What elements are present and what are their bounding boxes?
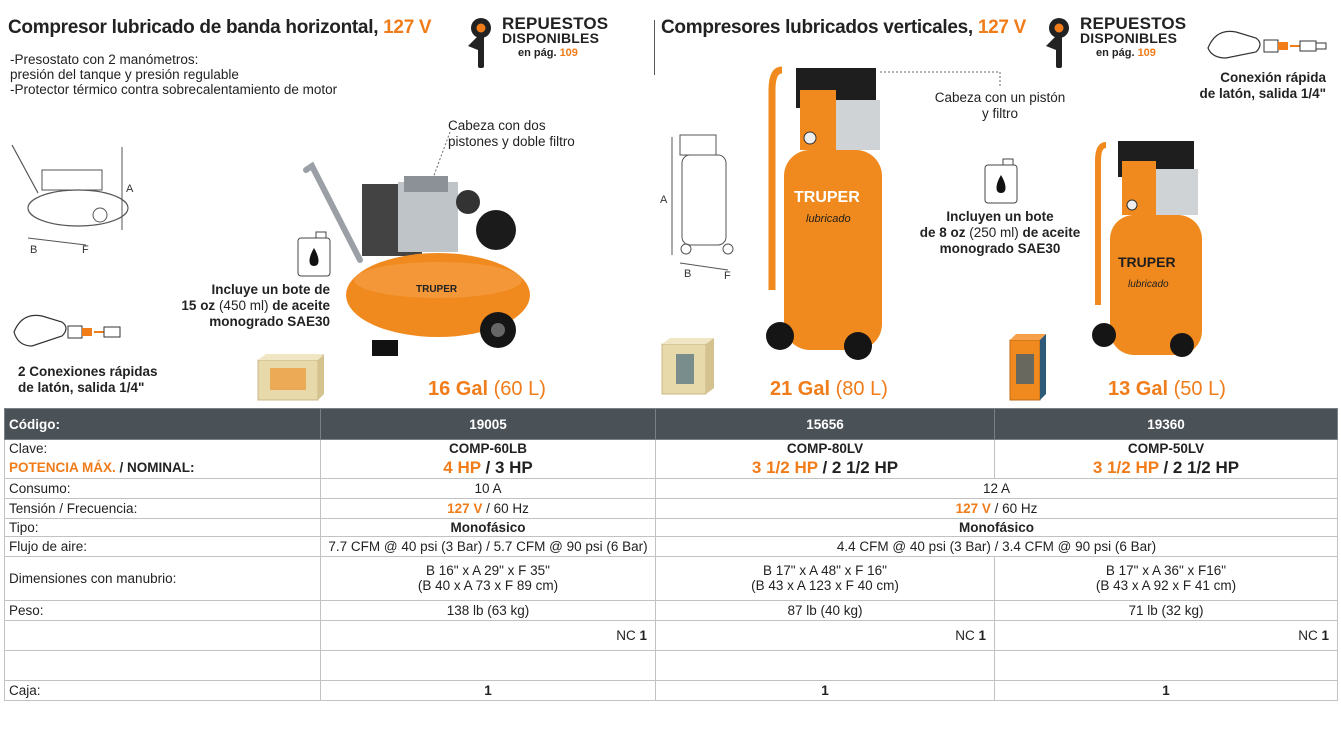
- tipo-label: Tipo:: [5, 518, 321, 536]
- potencia-max: 3 1/2 HP: [1092, 457, 1159, 477]
- consumo-cell: 10 A: [321, 478, 656, 498]
- product-box-image: [1008, 334, 1048, 402]
- head-callout-2: pistones y doble filtro: [448, 134, 575, 149]
- table-row-flujo: [5, 536, 1338, 556]
- table-row-consumo: [5, 478, 1338, 498]
- table-row-empty: [5, 650, 1338, 680]
- repuestos-line1: REPUESTOS: [1080, 14, 1187, 33]
- feature-line: -Presostato con 2 manómetros:: [10, 52, 199, 67]
- repuestos-badge-left: [466, 16, 608, 72]
- repuestos-badge-right: [1044, 16, 1186, 72]
- brand-logo-text: TRUPER: [1118, 254, 1176, 270]
- wrench-icon: [1044, 16, 1074, 72]
- clave-cell: COMP-80LV: [656, 440, 995, 458]
- repuestos-text: [502, 16, 608, 61]
- repuestos-page: [1080, 46, 1186, 61]
- caja-cell: 1: [321, 680, 656, 700]
- feature-line: presión del tanque y presión regulable: [10, 67, 239, 82]
- potencia-max: 4 HP: [443, 457, 481, 477]
- table-row-dimensiones: [5, 556, 1338, 600]
- vertical-compressor-80l-image: [760, 60, 890, 380]
- potencia-cell: 3 1/2 HP / 2 1/2 HP: [995, 458, 1338, 479]
- code-cell: 19005: [321, 409, 656, 440]
- wrench-icon: [466, 16, 496, 72]
- left-capacity: [428, 378, 546, 401]
- oil-text-2b: (250 ml): [965, 225, 1023, 240]
- dim-in: B 17" x A 36" x F16": [1105, 563, 1227, 578]
- dim-a-label: A: [126, 183, 134, 195]
- dim-cm: (B 43 x A 92 x F 41 cm): [1095, 578, 1237, 593]
- quick-connector-icon: [1206, 18, 1336, 68]
- oil-text-3: monogrado SAE30: [209, 314, 330, 329]
- dim-b-label: B: [30, 244, 38, 256]
- connector-text-1: 2 Conexiones rápidas: [18, 364, 158, 379]
- repuestos-text: [1080, 16, 1186, 61]
- right-title-voltage: 127 V: [977, 17, 1027, 38]
- left-title-bold: horizontal: [285, 17, 374, 38]
- empty-cell: [5, 650, 321, 680]
- table-row-codigo: [5, 409, 1338, 440]
- dim-cm: (B 40 x A 73 x F 89 cm): [417, 578, 559, 593]
- repuestos-page-number: 109: [559, 47, 578, 59]
- connector-text-2: de latón, salida 1/4": [1199, 86, 1326, 101]
- oil-bottle-icon: [983, 157, 1019, 205]
- right-head-callout: [930, 90, 1070, 122]
- flujo-label: Flujo de aire:: [5, 536, 321, 556]
- oil-text-2b: (450 ml): [215, 298, 273, 313]
- oil-text-3: monogrado SAE30: [939, 241, 1061, 256]
- repuestos-page-label: en pág.: [518, 47, 560, 59]
- repuestos-line1: REPUESTOS: [502, 14, 609, 33]
- consumo-cell: 12 A: [656, 478, 1338, 498]
- lubricado-text: lubricado: [806, 213, 851, 225]
- oil-text-2a: de 8 oz: [919, 225, 966, 240]
- brand-logo-text: TRUPER: [794, 189, 860, 206]
- tipo-cell: Monofásico: [656, 518, 1338, 536]
- vertical-dimension-drawing: [656, 125, 746, 285]
- left-title: [8, 17, 431, 39]
- table-row-nc: [5, 620, 1338, 650]
- nc-label-empty: [5, 620, 321, 650]
- right-capacity-1: [770, 378, 888, 401]
- peso-cell: 87 lb (40 kg): [656, 600, 995, 620]
- horizontal-dimension-drawing: [8, 135, 138, 260]
- potencia-nom: 2 1/2 HP: [831, 457, 899, 477]
- caja-cell: 1: [656, 680, 995, 700]
- consumo-label: Consumo:: [5, 478, 321, 498]
- capacity-liters: (80 L): [835, 378, 888, 400]
- repuestos-page-number: 109: [1137, 47, 1156, 59]
- dim-b-label: B: [684, 268, 692, 280]
- connector-text-1: Conexión rápida: [1220, 70, 1326, 85]
- left-head-callout: [448, 118, 575, 150]
- horizontal-compressor-image: [298, 120, 538, 370]
- oil-text-2: [900, 225, 1100, 241]
- vertical-compressor-50l-image: [1088, 135, 1208, 375]
- dim-in: B 16" x A 29" x F 35": [426, 563, 550, 578]
- repuestos-line2: DISPONIBLES: [502, 30, 600, 46]
- nc-cell: [321, 620, 656, 650]
- potencia-label-max: POTENCIA MÁX.: [9, 460, 116, 475]
- tension-cell: [656, 498, 1338, 518]
- nc-cell: [656, 620, 995, 650]
- repuestos-line2: DISPONIBLES: [1080, 30, 1178, 46]
- potencia-cell: 4 HP / 3 HP: [321, 458, 656, 479]
- dim-f-label: F: [82, 244, 89, 256]
- nc-cell: [995, 620, 1338, 650]
- clave-cell: COMP-60LB: [321, 440, 656, 458]
- table-row-potencia: [5, 458, 1338, 479]
- capacity-gal: 13 Gal: [1108, 378, 1169, 400]
- nc-label: NC: [1298, 627, 1318, 643]
- caja-cell: 1: [995, 680, 1338, 700]
- head-callout-2: y filtro: [981, 106, 1018, 121]
- caja-label: Caja:: [5, 680, 321, 700]
- peso-cell: 71 lb (32 kg): [995, 600, 1338, 620]
- tipo-cell: Monofásico: [321, 518, 656, 536]
- capacity-gal: 21 Gal: [770, 378, 831, 400]
- dimensiones-cell: [656, 556, 995, 600]
- potencia-cell: 3 1/2 HP / 2 1/2 HP: [656, 458, 995, 479]
- table-row-tipo: [5, 518, 1338, 536]
- table-row-clave: [5, 440, 1338, 458]
- potencia-nom: 2 1/2 HP: [1172, 457, 1240, 477]
- right-title: [661, 17, 1026, 39]
- repuestos-page-label: en pág.: [1096, 47, 1138, 59]
- peso-label: Peso:: [5, 600, 321, 620]
- empty-cell: [995, 650, 1338, 680]
- brand-logo-text: TRUPER: [416, 284, 458, 295]
- right-connector-callout: [1196, 70, 1326, 102]
- right-title-text: Compresores lubricados verticales: [661, 17, 968, 38]
- repuestos-page: [502, 46, 608, 61]
- nc-value: 1: [1321, 627, 1329, 643]
- oil-text-1: Incluye un bote de: [211, 282, 330, 297]
- tension-voltage: 127 V: [955, 500, 991, 516]
- tension-voltage: 127 V: [447, 500, 483, 516]
- section-divider: [654, 20, 655, 75]
- left-title-text: Compresor lubricado de banda: [8, 17, 286, 38]
- tension-hz: / 60 Hz: [990, 500, 1038, 516]
- oil-text-2c: de aceite: [1022, 225, 1081, 240]
- empty-cell: [321, 650, 656, 680]
- dim-in: B 17" x A 48" x F 16": [763, 563, 887, 578]
- oil-text-2c: de aceite: [272, 298, 330, 313]
- product-box-image: [660, 338, 716, 396]
- right-capacity-2: [1108, 378, 1226, 401]
- dimensiones-cell: [321, 556, 656, 600]
- peso-cell: 138 lb (63 kg): [321, 600, 656, 620]
- capacity-liters: (60 L): [493, 378, 546, 400]
- connector-text-2: de latón, salida 1/4": [18, 380, 145, 395]
- flujo-cell: 4.4 CFM @ 40 psi (3 Bar) / 3.4 CFM @ 90 psi (6 Bar): [656, 536, 1338, 556]
- spec-table: [4, 408, 1338, 701]
- oil-text-2a: 15 oz: [181, 298, 216, 313]
- code-cell: 19360: [995, 409, 1338, 440]
- clave-label: Clave:: [5, 440, 321, 458]
- empty-cell: [656, 650, 995, 680]
- left-connector-callout: [18, 364, 158, 396]
- tension-hz: / 60 Hz: [482, 500, 529, 516]
- right-title-comma: ,: [967, 17, 978, 38]
- capacity-liters: (50 L): [1173, 378, 1226, 400]
- left-title-voltage: 127 V: [383, 17, 432, 38]
- clave-cell: COMP-50LV: [995, 440, 1338, 458]
- nc-label: NC: [955, 627, 975, 643]
- right-oil-callout: [900, 209, 1100, 257]
- dim-f-label: F: [724, 270, 731, 282]
- flujo-cell: 7.7 CFM @ 40 psi (3 Bar) / 5.7 CFM @ 90 psi (6 Bar): [321, 536, 656, 556]
- nc-value: 1: [978, 627, 986, 643]
- potencia-nom: 3 HP: [494, 457, 533, 477]
- dim-cm: (B 43 x A 123 x F 40 cm): [751, 578, 899, 593]
- table-row-tension: [5, 498, 1338, 518]
- nc-value: 1: [639, 627, 647, 643]
- lubricado-text: lubricado: [1128, 279, 1169, 290]
- nc-label: NC: [616, 627, 636, 643]
- callout-leader-line: [880, 66, 1010, 90]
- left-title-comma: ,: [373, 17, 384, 38]
- code-cell: 15656: [656, 409, 995, 440]
- potencia-label: [5, 458, 321, 479]
- head-callout-1: Cabeza con dos: [448, 118, 546, 133]
- table-row-caja: [5, 680, 1338, 700]
- tension-label: Tensión / Frecuencia:: [5, 498, 321, 518]
- dimensiones-cell: [995, 556, 1338, 600]
- tension-cell: [321, 498, 656, 518]
- head-callout-1: Cabeza con un pistón: [934, 90, 1066, 105]
- left-features: [10, 52, 337, 97]
- potencia-label-nominal: / NOMINAL:: [115, 460, 195, 475]
- potencia-max: 3 1/2 HP: [751, 457, 818, 477]
- capacity-gal: 16 Gal: [428, 378, 489, 400]
- table-row-peso: [5, 600, 1338, 620]
- quick-connector-icon: [12, 302, 132, 362]
- codigo-label: Código:: [5, 409, 321, 440]
- dimensiones-label: Dimensiones con manubrio:: [5, 556, 321, 600]
- dim-a-label: A: [660, 194, 668, 206]
- oil-text-1: Incluyen un bote: [946, 209, 1054, 224]
- feature-line: -Protector térmico contra sobrecalentamiento de motor: [10, 82, 338, 97]
